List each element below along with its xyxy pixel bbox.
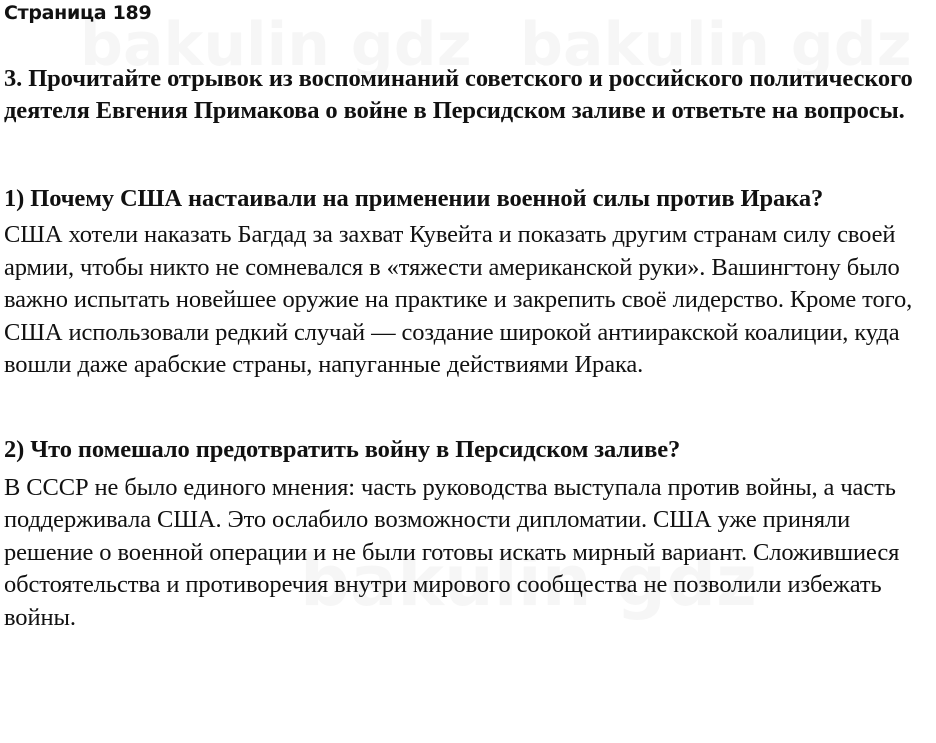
question-1: 1) Почему США настаивали на применении военной силы против Ирака? xyxy=(4,185,824,212)
task-statement: 3. Прочитайте отрывок из воспоминаний советского и российского политического деятеля Евгения Примакова о войне в Персидском заливе и ответьте на вопросы. xyxy=(4,65,913,124)
answer-2: В СССР не было единого мнения: часть руководства выступала против войны, а часть поддерживала США. Это ослабило возможности дипломатии. США уже приняли решение о военной операции и не были готовы искать мирный вариант. Сложившиеся обстоятельства и противоречия внутри мирового сообщества не позволили избежать войны. xyxy=(4,473,900,631)
answer-1: США хотели наказать Багдад за захват Кувейта и показать другим странам силу своей армии, чтобы никто не сомневался в «тяжести американской руки». Вашингтону было важно испытать новейшее оружие на практике и закрепить своё лидерство. Кроме того, США использовали редкий случай — создание широкой антииракской коалиции, куда вошли даже арабские страны, напуганные действиями Ирака. xyxy=(4,221,913,378)
question-2: 2) Что помешало предотвратить войну в Персидском заливе? xyxy=(4,435,681,463)
page-label: Страница 189 xyxy=(4,2,152,24)
